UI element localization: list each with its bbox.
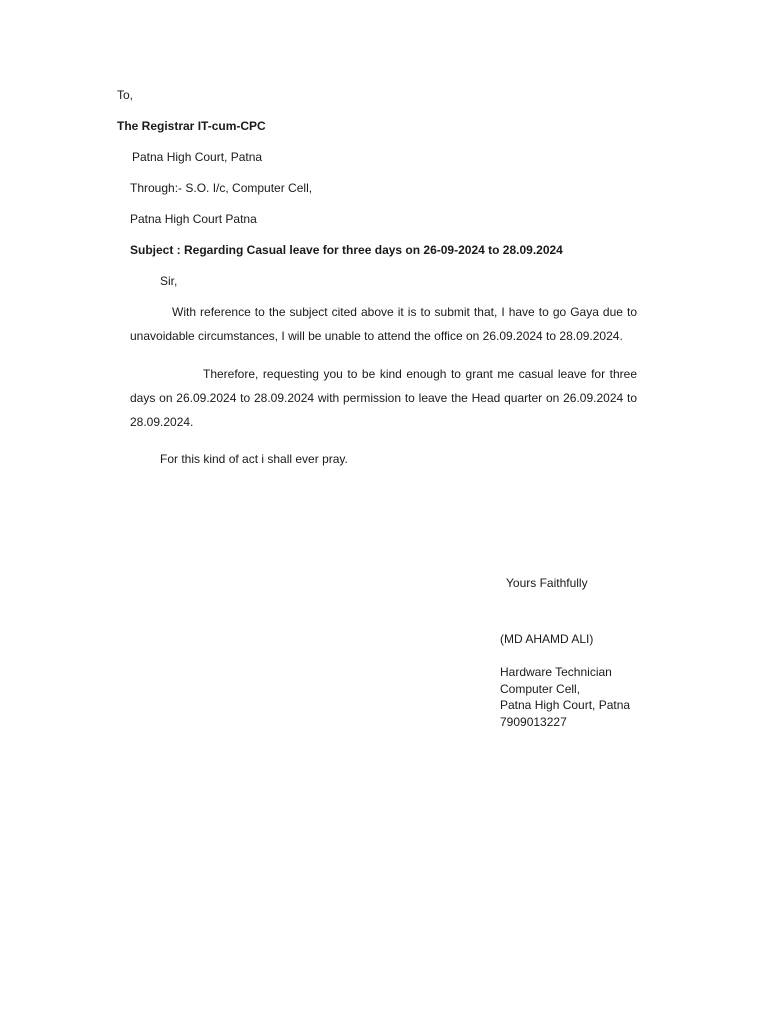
closing-line: For this kind of act i shall ever pray. [160,452,348,466]
salutation-to: To, [117,88,134,102]
recipient-address: Patna High Court, Patna [132,150,263,164]
sender-department: Computer Cell, [500,682,581,696]
recipient-title: The Registrar IT-cum-CPC [117,119,266,133]
sign-off: Yours Faithfully [506,576,588,590]
body-paragraph-1: With reference to the subject cited above it is to submit that, I have to go Gaya due to unavoidable circumstances, I will be unable to attend the office on 26.09.2024 to 28.09.2024. [130,305,637,343]
sender-name: (MD AHAMD ALI) [500,632,594,646]
through-address: Patna High Court Patna [130,212,257,226]
subject-line: Subject : Regarding Casual leave for three days on 26-09-2024 to 28.09.2024 [130,243,563,257]
body-paragraph-2: Therefore, requesting you to be kind enough to grant me casual leave for three days on 26.09.2024 to 28.09.2024 with permission to leave the Head quarter on 26.09.2024 to 28.09.2024. [130,367,637,429]
greeting: Sir, [160,274,178,288]
sender-office: Patna High Court, Patna [500,698,631,712]
sender-phone: 7909013227 [500,715,567,729]
through-line: Through:- S.O. I/c, Computer Cell, [130,181,313,195]
sender-designation: Hardware Technician [500,665,612,679]
